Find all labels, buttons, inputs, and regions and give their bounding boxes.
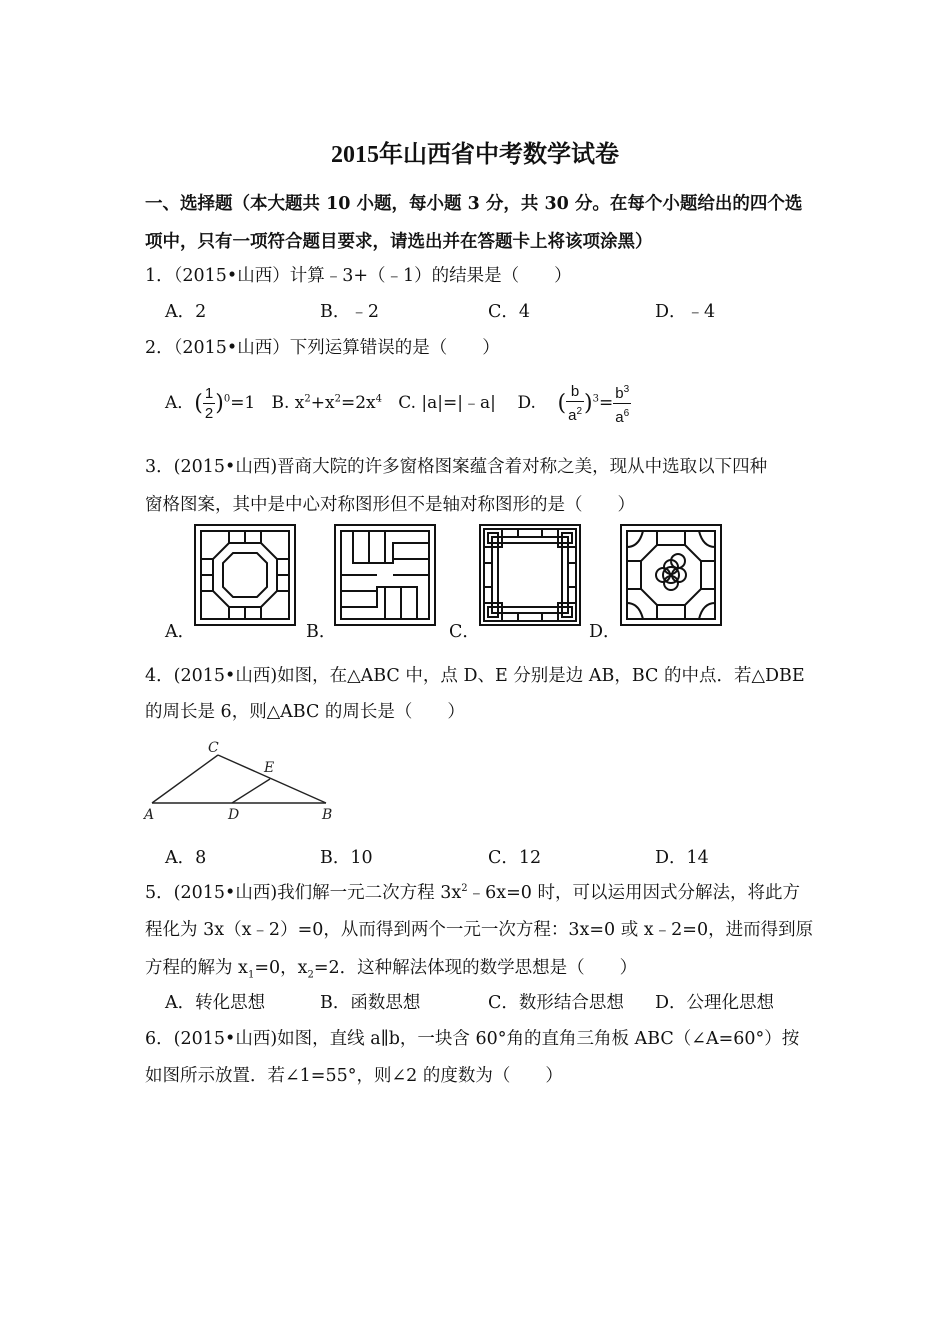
label-a: A <box>144 807 155 823</box>
q5-option-d: D．公理化思想 <box>655 993 775 1013</box>
q1-option-b: B．﹣2 <box>320 302 379 322</box>
q4-option-b: B．10 <box>320 848 373 868</box>
q1-option-c: C．4 <box>488 302 531 322</box>
q2-option-d-fraction: $\frac{b}{a^2}$ <box>568 383 583 424</box>
q2-option-a-label: A． <box>165 393 195 413</box>
page-title: 2015年山西省中考数学试卷 <box>331 142 619 168</box>
q4-option-d: D．14 <box>655 848 709 868</box>
q2-option-d-result: $\frac{b^3}{a^6}$ <box>613 380 631 427</box>
segment-ac <box>152 755 218 803</box>
q3-option-d-label: D． <box>589 622 621 642</box>
q3-window-pattern-c <box>478 523 582 627</box>
q5-option-b: B．函数思想 <box>320 993 421 1013</box>
q2-option-a-fraction: $\frac{1}{2}$ <box>204 385 214 422</box>
q4-stem-line1: 4．(2015•山西)如图，在△ABC 中，点 D、E 分别是边 AB，BC 的中点．若△DBE <box>145 666 805 686</box>
q3-window-pattern-b <box>333 523 437 627</box>
q1-option-a: A．2 <box>165 302 207 322</box>
q4-stem-line2: 的周长是 6，则△ABC 的周长是（ ） <box>145 702 465 722</box>
label-c: C <box>208 740 219 756</box>
label-e: E <box>264 760 275 776</box>
q5-option-c: C．数形结合思想 <box>488 993 624 1013</box>
q3-stem-line1: 3．(2015•山西)晋商大院的许多窗格图案蕴含着对称之美，现从中选取以下四种 <box>145 457 768 477</box>
q3-option-c-label: C． <box>449 622 480 642</box>
q3-window-pattern-a <box>193 523 297 627</box>
q3-option-a-label: A． <box>165 622 196 642</box>
q4-triangle-figure <box>140 735 340 825</box>
q3-stem-line2: 窗格图案，其中是中心对称图形但不是轴对称图形的是（ ） <box>145 495 635 515</box>
q5-stem-line3: 方程的解为 $x_1=0$，$x_2=2$．这种解法体现的数学思想是（ ） <box>145 958 638 981</box>
q3-option-b-label: B． <box>306 622 337 642</box>
section-heading-line1: 一、选择题（本大题共 10 小题，每小题 3 分，共 30 分。在每个小题给出的四个选 <box>145 194 803 214</box>
q5-stem-line1: 5．(2015•山西)我们解一元二次方程 $3x^2﹣6x=0$ 时，可以运用因式分解法，将此方 <box>145 883 800 903</box>
q2-stem: 2．（2015•山西）下列运算错误的是（ ） <box>145 338 500 358</box>
q3-window-pattern-d <box>619 523 723 627</box>
q1-stem: 1．（2015•山西）计算﹣3+（﹣1）的结果是（ ） <box>145 266 572 286</box>
q2-option-d-label: D. <box>517 393 536 413</box>
section-heading-line2: 项中，只有一项符合题目要求，请选出并在答题卡上将该项涂黑） <box>145 232 653 252</box>
q5-stem-line2: 程化为 3x（x﹣2）=0，从而得到两个一元一次方程：3x=0 或 x﹣2=0，进而得到原 <box>145 920 814 940</box>
segment-de <box>232 779 270 803</box>
q4-option-a: A．8 <box>165 848 207 868</box>
q5-option-a: A．转化思想 <box>165 993 266 1013</box>
q6-stem-line1: 6．(2015•山西)如图，直线 a∥b，一块含 60°角的直角三角板 ABC（∠A=60°）按 <box>145 1029 800 1049</box>
q2-option-c: C. |a|=|﹣a| <box>398 393 496 413</box>
q4-option-c: C．12 <box>488 848 542 868</box>
q2-option-b: B. $x^2+x^2=2x^4$ <box>271 393 382 413</box>
q1-option-d: D．﹣4 <box>655 302 716 322</box>
q2-options-row: A．( $\frac{1}{2}$ )$^0$=1 B. $x^2+x^2=2x^4$ C. |a|=|﹣a| D. ( $\frac{b}{a^2}$ )$^3$= $\frac{b^3}{a^6}$ <box>165 380 631 427</box>
q6-stem-line2: 如图所示放置．若∠1=55°，则∠2 的度数为（ ） <box>145 1066 563 1086</box>
label-b: B <box>322 807 333 823</box>
label-d: D <box>228 807 240 823</box>
